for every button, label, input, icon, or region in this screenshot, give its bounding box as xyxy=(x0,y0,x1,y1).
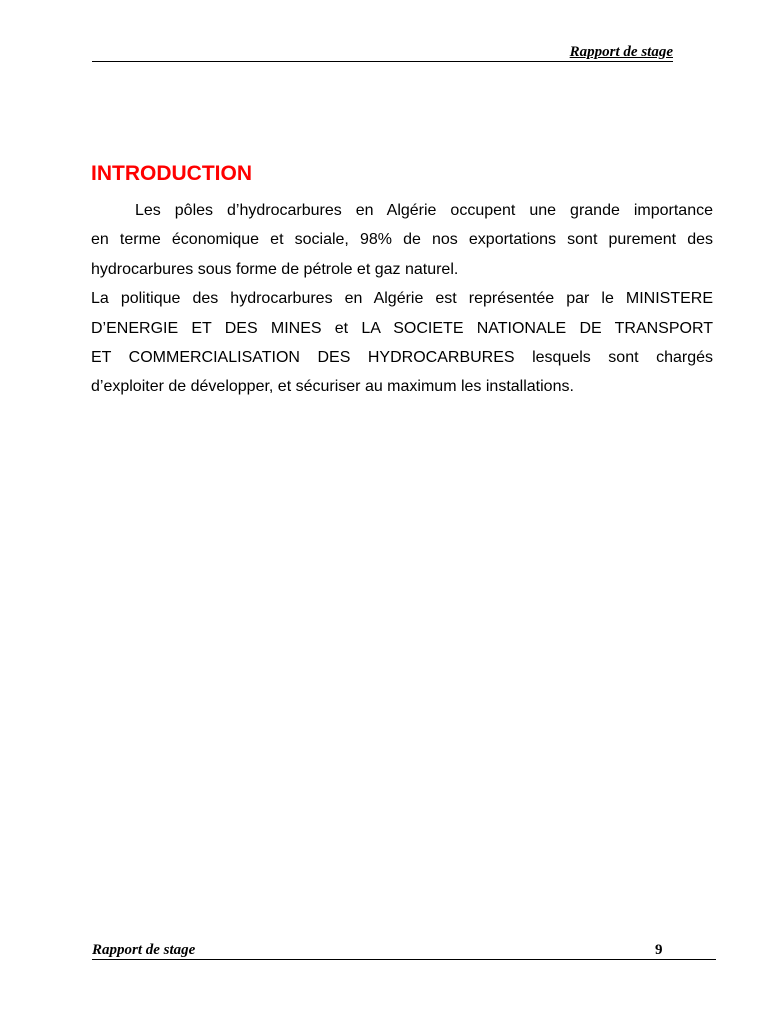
footer-title: Rapport de stage xyxy=(92,942,196,958)
page-header xyxy=(92,44,673,62)
page-number: 9 xyxy=(655,942,663,958)
page-footer xyxy=(92,941,716,960)
paragraph-line: La politique des hydrocarbures en Algérie est représentée par le MINISTERE xyxy=(91,290,713,308)
header-title: Rapport de stage xyxy=(569,44,673,60)
paragraph-line: en terme économique et sociale, 98% de nos exportations sont purement des xyxy=(91,231,713,249)
paragraph-line: d’exploiter de développer, et sécuriser au maximum les installations. xyxy=(91,378,574,396)
section-heading: INTRODUCTION xyxy=(91,162,252,185)
paragraph-line: D’ENERGIE ET DES MINES et LA SOCIETE NATIONALE DE TRANSPORT xyxy=(91,319,713,337)
paragraph-line: Les pôles d’hydrocarbures en Algérie occupent une grande importance xyxy=(135,202,713,219)
body-paragraphs xyxy=(91,196,713,402)
paragraph-line: ET COMMERCIALISATION DES HYDROCARBURES lesquels sont chargés xyxy=(91,349,713,367)
paragraph-line: hydrocarbures sous forme de pétrole et gaz naturel. xyxy=(91,260,459,278)
